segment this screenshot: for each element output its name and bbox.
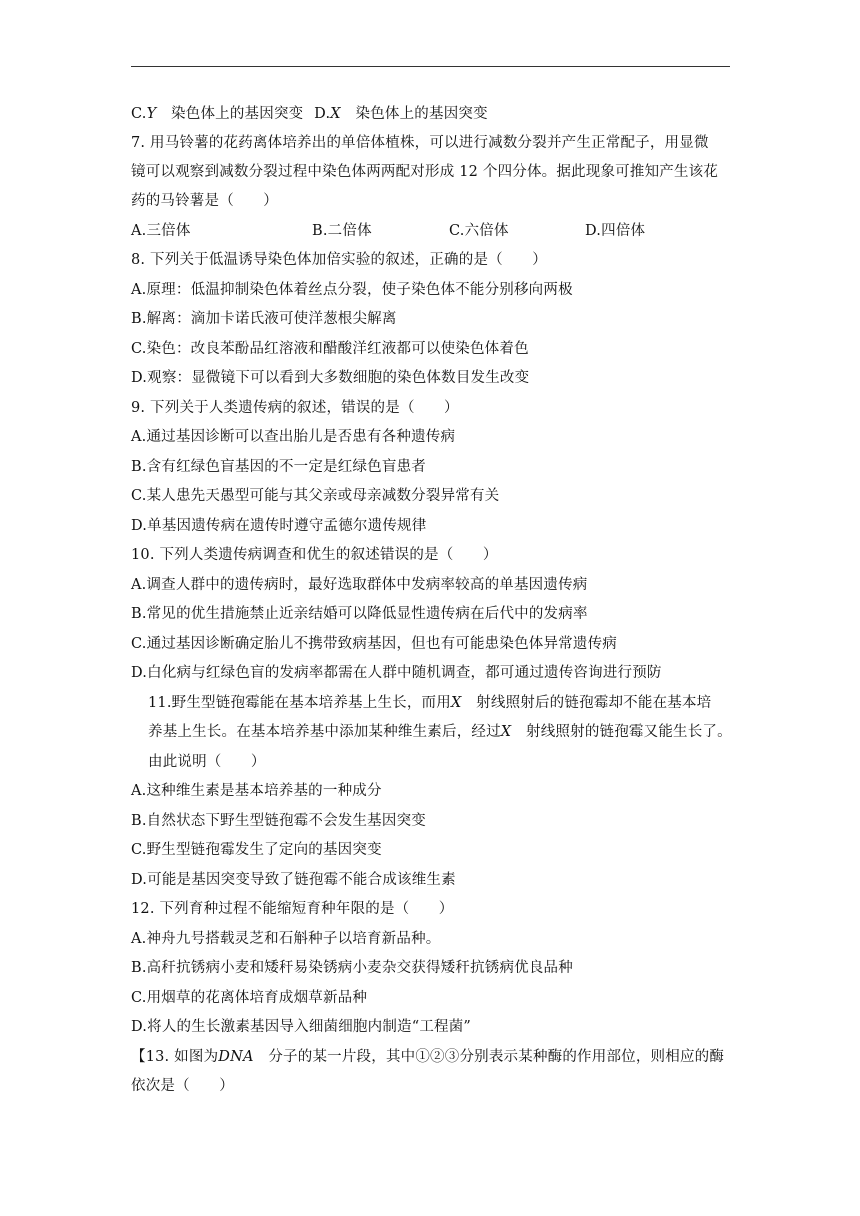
q7-option-b: B.二倍体 [312, 223, 372, 239]
q12-option-c: C.用烟草的花离体培育成烟草新品种 [131, 990, 368, 1006]
q12-option-b: B.高秆抗锈病小麦和矮秆易染锈病小麦杂交获得矮秆抗锈病优良品种 [131, 960, 573, 976]
q7-stem-line-2: 镜可以观察到减数分裂过程中染色体两两配对形成 12 个四分体。据此现象可推知产生该花 [131, 164, 719, 180]
q9-option-d: D.单基因遗传病在遗传时遵守孟德尔遗传规律 [131, 518, 427, 534]
q12-stem: 12. 下列育种过程不能缩短育种年限的是（ ） [131, 901, 454, 917]
q6-option-d: D.𝑋 染色体上的基因突变 [314, 106, 488, 122]
q11-stem-line-3: 由此说明（ ） [148, 754, 266, 770]
q11-stem-line-2: 养基上生长。在基本培养基中添加某种维生素后，经过𝑋 射线照射的链孢霉又能生长了。 [148, 724, 732, 740]
q10-stem: 10. 下列人类遗传病调查和优生的叙述错误的是（ ） [131, 547, 498, 563]
q7-option-a: A.三倍体 [131, 223, 191, 239]
q7-stem-line-1: 7. 用马铃薯的花药离体培养出的单倍体植株，可以进行减数分裂并产生正常配子，用显微 [131, 135, 709, 151]
q11-option-d: D.可能是基因突变导致了链孢霉不能合成该维生素 [131, 872, 456, 888]
q11-option-c: C.野生型链孢霉发生了定向的基因突变 [131, 842, 382, 858]
q8-option-d: D.观察：显微镜下可以看到大多数细胞的染色体数目发生改变 [131, 370, 530, 386]
q10-option-a: A.调查人群中的遗传病时，最好选取群体中发病率较高的单基因遗传病 [131, 577, 588, 593]
q13-stem-line-2: 依次是（ ） [131, 1078, 234, 1094]
q10-option-d: D.白化病与红绿色盲的发病率都需在人群中随机调查，都可通过遗传咨询进行预防 [131, 665, 662, 681]
q11-stem-line-1: 11.野生型链孢霉能在基本培养基上生长，而用𝑋 射线照射后的链孢霉却不能在基本培 [148, 695, 712, 711]
q11-option-a: A.这种维生素是基本培养基的一种成分 [131, 783, 382, 799]
q6-option-c: C.𝑌 染色体上的基因突变 [131, 106, 304, 122]
header-rule [131, 66, 730, 67]
q6-options [131, 104, 488, 124]
q9-option-b: B.含有红绿色盲基因的不一定是红绿色盲患者 [131, 459, 426, 475]
q10-option-c: C.通过基因诊断确定胎儿不携带致病基因，但也有可能患染色体异常遗传病 [131, 636, 617, 652]
q11-option-b: B.自然状态下野生型链孢霉不会发生基因突变 [131, 813, 426, 829]
q8-option-b: B.解离：滴加卡诺氏液可使洋葱根尖解离 [131, 311, 397, 327]
q9-stem: 9. 下列关于人类遗传病的叙述，错误的是（ ） [131, 400, 459, 416]
q9-option-c: C.某人患先天愚型可能与其父亲或母亲减数分裂异常有关 [131, 488, 500, 504]
q12-option-d: D.将人的生长激素基因导入细菌细胞内制造“工程菌” [131, 1019, 472, 1035]
q7-option-c: C.六倍体 [449, 223, 509, 239]
q13-stem-line-1: 【13. 如图为𝐷𝑁𝐴 分子的某一片段，其中①②③分别表示某种酶的作用部位，则相应的酶 [131, 1049, 725, 1065]
q8-option-a: A.原理：低温抑制染色体着丝点分裂，使子染色体不能分别移向两极 [131, 282, 573, 298]
q7-option-d: D.四倍体 [585, 223, 646, 239]
q8-stem: 8. 下列关于低温诱导染色体加倍实验的叙述，正确的是（ ） [131, 252, 547, 268]
q9-option-a: A.通过基因诊断可以查出胎儿是否患有各种遗传病 [131, 429, 456, 445]
q8-option-c: C.染色：改良苯酚品红溶液和醋酸洋红液都可以使染色体着色 [131, 341, 529, 357]
q7-stem-line-3: 药的马铃薯是（ ） [131, 193, 278, 209]
q12-option-a: A.神舟九号搭载灵芝和石斛种子以培育新品种。 [131, 931, 441, 947]
q10-option-b: B.常见的优生措施禁止近亲结婚可以降低显性遗传病在后代中的发病率 [131, 606, 588, 622]
